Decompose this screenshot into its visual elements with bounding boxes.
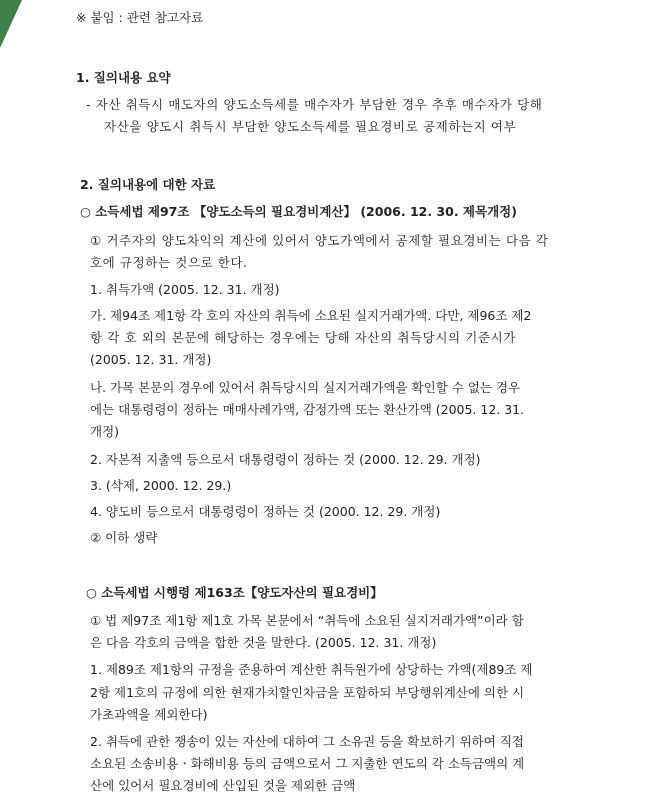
law2-item1: 가초과액을 제외한다) <box>90 707 208 722</box>
law2-item2: 소요된 소송비용ㆍ화해비용 등의 금액으로서 그 지출한 연도의 각 소득금액의 계 <box>90 756 525 771</box>
law1-para1: ① 거주자의 양도차익의 계산에 있어서 양도가액에서 공제할 필요경비는 다음 각 <box>90 233 549 248</box>
law2-item2: 산에 있어서 필요경비에 산입된 것을 제외한 금액 <box>90 778 356 793</box>
law1-item1-na: 에는 대통령령이 정하는 매매사례가액, 감정가액 또는 환산가액 (2005. 12. 31. <box>90 402 525 417</box>
law1-item1-na: 나. 가목 본문의 경우에 있어서 취득당시의 실지거래가액을 확인할 수 없는 경우 <box>90 380 521 395</box>
section1-line: 자산을 양도시 취득시 부담한 양도소득세를 필요경비로 공제하는지 여부 <box>104 119 517 134</box>
law2-para1: 은 다음 각호의 금액을 합한 것을 말한다. (2005. 12. 31. 개정) <box>90 635 437 650</box>
law1-item4: 4. 양도비 등으로서 대통령령이 정하는 것 (2000. 12. 29. 개정) <box>90 504 441 519</box>
law1-item2: 2. 자본적 지출액 등으로서 대통령령이 정하는 것 (2000. 12. 29. 개정) <box>90 452 481 467</box>
law2-item1: 2항 제1호의 규정에 의한 현재가치할인차금을 포함하되 부당행위계산에 의한 시 <box>90 685 525 700</box>
law1-item3: 3. (삭제, 2000. 12. 29.) <box>90 478 232 493</box>
law1-item1-na: 개정) <box>90 424 120 439</box>
attachment-note: ※ 붙임 : 관련 참고자료 <box>76 10 204 25</box>
law1-item1-ga: (2005. 12. 31. 개정) <box>90 352 212 367</box>
section2-heading: 2. 질의내용에 대한 자료 <box>80 177 216 192</box>
law1-item1: 1. 취득가액 (2005. 12. 31. 개정) <box>90 282 280 297</box>
section1-heading: 1. 질의내용 요약 <box>76 70 171 85</box>
law2-item1: 1. 제89조 제1항의 규정을 준용하여 계산한 취득원가에 상당하는 가액(제89조 제 <box>90 662 533 677</box>
law1-item1-ga: 가. 제94조 제1항 각 호의 자산의 취득에 소요된 실지거래가액. 다만, 제96조 제2 <box>90 308 532 323</box>
law1-title: ○ 소득세법 제97조 【양도소득의 필요경비계산】 (2006. 12. 30. 제목개정) <box>80 204 517 219</box>
law1-para1: 호에 규정하는 것으로 한다. <box>90 255 248 270</box>
law2-item2: 2. 취득에 관한 쟁송이 있는 자산에 대하여 그 소유권 등을 확보하기 위하여 직접 <box>90 734 524 749</box>
section1-line: - 자산 취득시 매도자의 양도소득세를 매수자가 부담한 경우 추후 매수자가 당해 <box>86 97 543 112</box>
law1-para2: ② 이하 생략 <box>90 530 158 545</box>
law1-item1-ga: 항 각 호 외의 본문에 해당하는 경우에는 당해 자산의 취득당시의 기준시가 <box>90 330 516 345</box>
law2-title: ○ 소득세법 시행령 제163조【양도자산의 필요경비】 <box>86 585 383 600</box>
law2-para1: ① 법 제97조 제1항 제1호 가목 본문에서 “취득에 소요된 실지거래가액”이라 함 <box>90 613 524 628</box>
